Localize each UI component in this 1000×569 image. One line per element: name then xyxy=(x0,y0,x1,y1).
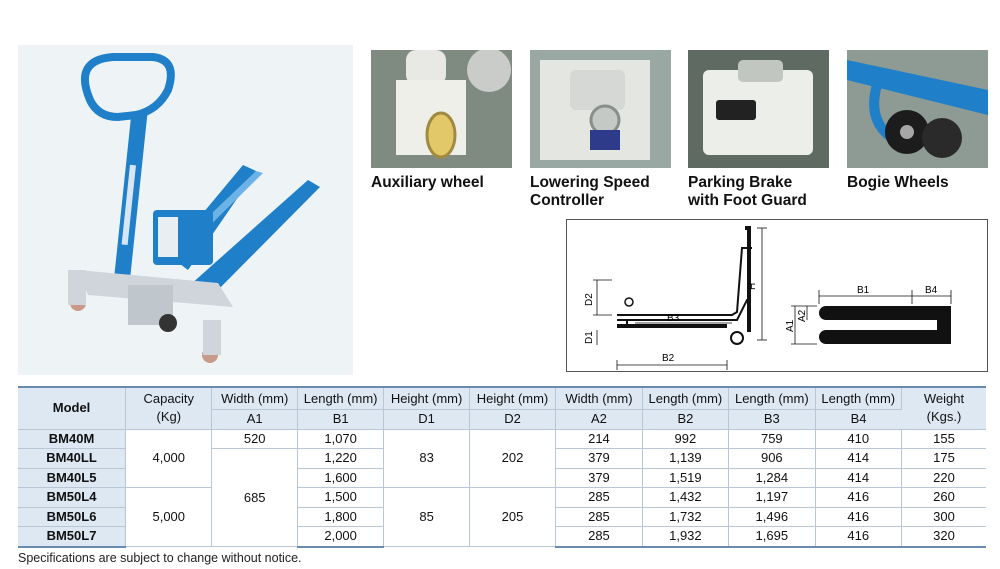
cell-b3: 1,695 xyxy=(729,527,815,547)
parking-brake-photo xyxy=(688,50,829,168)
label-B2: B2 xyxy=(662,353,675,364)
cell-b4: 414 xyxy=(815,468,901,488)
cell-model: BM50L4 xyxy=(18,488,126,508)
header-weight xyxy=(901,387,986,429)
cell-b2: 1,139 xyxy=(642,449,728,469)
label-B1: B1 xyxy=(857,285,870,296)
cell-b1: 1,500 xyxy=(297,488,383,508)
cell-b3: 1,197 xyxy=(729,488,815,508)
cell-a2: 379 xyxy=(556,449,642,469)
cell-a2: 285 xyxy=(556,507,642,527)
cell-b2: 992 xyxy=(642,429,728,449)
subheader: B4 xyxy=(815,410,901,430)
caption-line: Parking Brake xyxy=(688,174,793,191)
table-row xyxy=(18,429,986,449)
cell-b3: 759 xyxy=(729,429,815,449)
cell-capacity: 4,000 xyxy=(126,429,212,488)
cell-model: BM40M xyxy=(18,429,126,449)
subheader: B2 xyxy=(642,410,728,430)
header-capacity-label: Capacity xyxy=(143,391,195,407)
cell-model: BM50L7 xyxy=(18,527,126,547)
header-height: Height (mm) xyxy=(384,387,469,410)
cell-d2: 202 xyxy=(469,429,555,488)
label-B4: B4 xyxy=(925,285,938,296)
cell-b4: 410 xyxy=(815,429,901,449)
caption-lowering-speed xyxy=(530,174,650,210)
caption-line: Controller xyxy=(530,192,605,209)
subheader: B1 xyxy=(297,410,383,430)
subheader: D2 xyxy=(469,410,555,430)
subheader: A1 xyxy=(212,410,297,430)
cell-a2: 285 xyxy=(556,527,642,547)
spec-table xyxy=(18,386,986,548)
cell-model: BM40LL xyxy=(18,449,126,469)
cell-weight: 155 xyxy=(901,429,986,449)
header-length: Length (mm) xyxy=(642,387,728,410)
caption-line: Lowering Speed xyxy=(530,174,650,191)
header-weight-unit: (Kgs.) xyxy=(926,409,962,425)
header-length: Length (mm) xyxy=(815,387,901,410)
cell-weight: 300 xyxy=(901,507,986,527)
header-height: Height (mm) xyxy=(469,387,555,410)
subheader: B3 xyxy=(729,410,815,430)
cell-b1: 1,800 xyxy=(297,507,383,527)
cell-d1: 85 xyxy=(384,488,469,547)
cell-b4: 416 xyxy=(815,527,901,547)
cell-b2: 1,432 xyxy=(642,488,728,508)
bogie-wheels-photo xyxy=(847,50,988,168)
auxiliary-wheel-photo xyxy=(371,50,512,168)
header-capacity-unit: (Kg) xyxy=(156,409,182,425)
caption-parking-brake xyxy=(688,174,807,210)
header-width: Width (mm) xyxy=(212,387,297,410)
cell-b4: 414 xyxy=(815,449,901,469)
cell-b3: 906 xyxy=(729,449,815,469)
cell-d1: 83 xyxy=(384,429,469,488)
cell-model: BM50L6 xyxy=(18,507,126,527)
label-D1: D1 xyxy=(584,331,595,344)
cell-a2: 285 xyxy=(556,488,642,508)
cell-weight: 260 xyxy=(901,488,986,508)
cell-b2: 1,932 xyxy=(642,527,728,547)
cell-a2: 379 xyxy=(556,468,642,488)
cell-d2: 205 xyxy=(469,488,555,547)
cell-b1: 2,000 xyxy=(297,527,383,547)
lowering-speed-controller-photo xyxy=(530,50,671,168)
footnote: Specifications are subject to change without notice. xyxy=(18,551,302,565)
cell-weight: 320 xyxy=(901,527,986,547)
cell-b1: 1,600 xyxy=(297,468,383,488)
label-A1: A1 xyxy=(785,319,796,332)
pallet-truck-photo xyxy=(18,45,353,375)
header-capacity xyxy=(126,387,212,429)
table-row xyxy=(18,488,986,508)
caption-line: with Foot Guard xyxy=(688,192,807,209)
cell-b2: 1,732 xyxy=(642,507,728,527)
cell-weight: 175 xyxy=(901,449,986,469)
cell-a1: 520 xyxy=(212,429,297,449)
cell-b4: 416 xyxy=(815,488,901,508)
cell-b1: 1,220 xyxy=(297,449,383,469)
header-weight-label: Weight xyxy=(923,391,965,407)
caption-bogie-wheels: Bogie Wheels xyxy=(847,174,949,191)
label-A2: A2 xyxy=(797,309,808,322)
header-width: Width (mm) xyxy=(556,387,642,410)
dimension-diagram xyxy=(566,219,988,372)
label-H: H xyxy=(747,282,758,290)
header-length: Length (mm) xyxy=(297,387,383,410)
cell-b2: 1,519 xyxy=(642,468,728,488)
cell-a2: 214 xyxy=(556,429,642,449)
label-D2: D2 xyxy=(584,293,595,306)
caption-auxiliary-wheel: Auxiliary wheel xyxy=(371,174,484,191)
cell-b3: 1,496 xyxy=(729,507,815,527)
subheader: A2 xyxy=(556,410,642,430)
cell-a1: 685 xyxy=(212,449,297,547)
cell-capacity: 5,000 xyxy=(126,488,212,547)
cell-weight: 220 xyxy=(901,468,986,488)
header-length: Length (mm) xyxy=(729,387,815,410)
cell-model: BM40L5 xyxy=(18,468,126,488)
header-model: Model xyxy=(18,387,126,429)
cell-b1: 1,070 xyxy=(297,429,383,449)
label-B3: B3 xyxy=(667,313,680,324)
subheader: D1 xyxy=(384,410,469,430)
cell-b3: 1,284 xyxy=(729,468,815,488)
cell-b4: 416 xyxy=(815,507,901,527)
